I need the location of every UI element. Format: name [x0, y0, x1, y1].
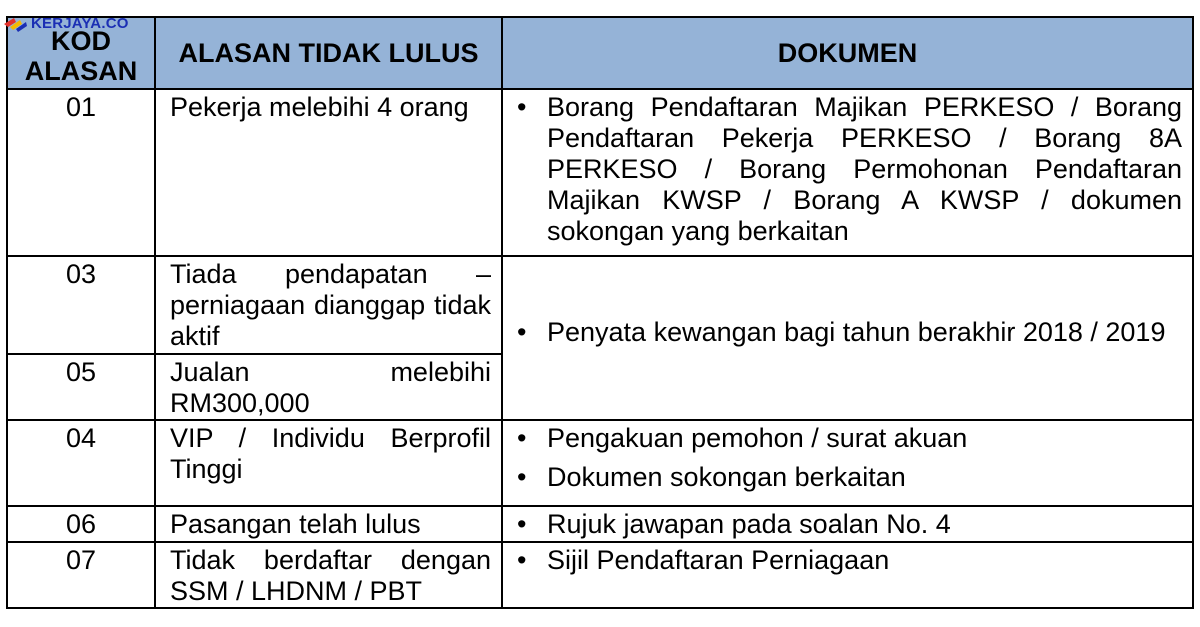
- bullet-icon: •: [517, 462, 527, 492]
- row-kod: 06: [7, 506, 155, 542]
- list-item: [517, 462, 1182, 493]
- list-item: [517, 545, 1182, 576]
- kerjaya-watermark: [2, 14, 129, 32]
- list-item: [517, 92, 1182, 247]
- dokumen-text: Dokumen sokongan berkaitan: [547, 462, 906, 492]
- dokumen-text: Rujuk jawapan pada soalan No. 4: [547, 509, 951, 539]
- row-dokumen: [502, 420, 1193, 506]
- dokumen-text: Borang Pendaftaran Majikan PERKESO / Borang Pendaftaran Pekerja PERKESO / Borang 8A PERKESO / Borang Permohonan Pendaftaran Majikan KWSP / Borang A KWSP / dokumen sokongan yang berkaitan: [547, 92, 1182, 246]
- header-alasan-tidak-lulus: ALASAN TIDAK LULUS: [155, 17, 502, 89]
- row-alasan: Jualan melebihi RM300,000: [155, 354, 502, 420]
- table-row: [7, 506, 1193, 542]
- table-row: [7, 420, 1193, 506]
- bullet-icon: •: [517, 545, 527, 575]
- watermark-text: KERJAYA.CO: [31, 14, 129, 32]
- row-kod: 03: [7, 256, 155, 354]
- row-dokumen: [502, 506, 1193, 542]
- dokumen-text: Pengakuan pemohon / surat akuan: [547, 423, 968, 453]
- table-row: [7, 256, 1193, 354]
- list-item: [517, 317, 1182, 348]
- row-kod: 01: [7, 89, 155, 256]
- row-alasan: Pasangan telah lulus: [155, 506, 502, 542]
- dokumen-text: Penyata kewangan bagi tahun berakhir 2018 / 2019: [547, 316, 1166, 347]
- row-alasan: Tidak berdaftar dengan SSM / LHDNM / PBT: [155, 542, 502, 608]
- row-alasan: Pekerja melebihi 4 orang: [155, 89, 502, 256]
- row-dokumen: [502, 89, 1193, 256]
- table-header-row: [7, 17, 1193, 89]
- list-item: [517, 423, 1182, 454]
- dokumen-text: Sijil Pendaftaran Perniagaan: [547, 545, 890, 575]
- dokumen-list: [517, 423, 1182, 493]
- bullet-icon: •: [517, 509, 527, 539]
- table-row: [7, 89, 1193, 256]
- list-item: [517, 509, 1182, 540]
- row-dokumen: [502, 542, 1193, 608]
- bullet-icon: •: [517, 92, 527, 122]
- row-alasan: Tiada pendapatan – perniagaan dianggap tidak aktif: [155, 256, 502, 354]
- row-kod: 04: [7, 420, 155, 506]
- row-kod: 05: [7, 354, 155, 420]
- bullet-icon: •: [517, 316, 527, 347]
- row-dokumen: [502, 256, 1193, 420]
- bullet-icon: •: [517, 423, 527, 453]
- table-row: [7, 542, 1193, 608]
- header-kod-alasan: KOD ALASAN: [7, 17, 155, 89]
- header-dokumen: DOKUMEN: [502, 17, 1193, 89]
- row-kod: 07: [7, 542, 155, 608]
- kerjaya-logo-icon: [2, 14, 28, 32]
- row-alasan: VIP / Individu Berprofil Tinggi: [155, 420, 502, 506]
- document-table: [6, 16, 1194, 609]
